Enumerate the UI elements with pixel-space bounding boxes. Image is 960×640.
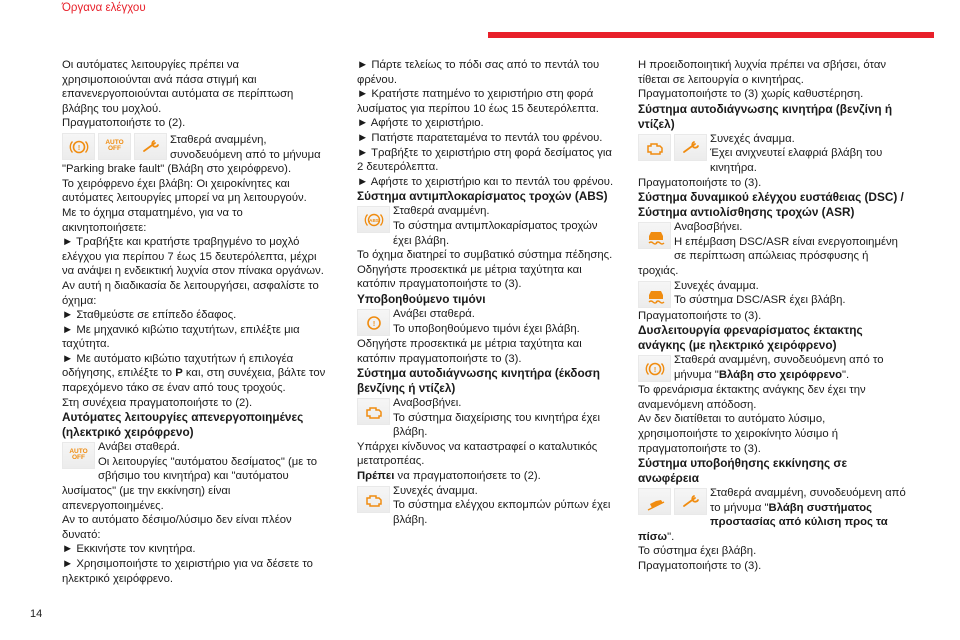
indicator-text: ". (667, 530, 675, 543)
engine-icon (638, 134, 671, 161)
paragraph: Αν αυτή η διαδικασία δε λειτουργήσει, ασφαλίστε το όχημα: (62, 279, 319, 307)
wrench-icon (134, 133, 167, 160)
indicator-description: Το σύστημα αντιμπλοκαρίσματος τροχών έχει βλάβη. (393, 219, 598, 247)
skidding-car-icon (638, 222, 671, 249)
wrench-icon (674, 134, 707, 161)
skidding-car-icon (638, 281, 671, 308)
paragraph: Πραγματοποιήστε το (3). (638, 560, 762, 573)
auto-label: AUTO (105, 138, 124, 146)
section-heading: Αυτόματες λειτουργίες απενεργοποιημένες (ηλεκτρικό χειρόφρενο) (62, 410, 304, 440)
section-heading: Σύστημα αντιμπλοκαρίσματος τροχών (ABS) (357, 189, 608, 204)
svg-text:!: ! (653, 367, 657, 375)
indicator-block (357, 484, 619, 528)
auto-label: AUTO (69, 448, 88, 456)
paragraph: Το χειρόφρενο έχει βλάβη: Οι χειροκίνητες και αυτόματες λειτουργίες μπορεί να μη λειτουργούν. (62, 177, 307, 205)
engine-icon (357, 398, 390, 425)
indicator-state: Συνεχές άναμμα. (393, 484, 478, 497)
section-heading: Σύστημα αυτοδιάγνωσης κινητήρα (βενζίνη ή ντίζελ) (638, 101, 893, 131)
off-label: OFF (108, 144, 121, 152)
indicator-text: Σταθερά αναμμένη, συνοδευόμενη από το μήνυμα " (674, 354, 884, 381)
svg-text:!: ! (372, 320, 376, 328)
bullet-item: ► Χρησιμοποιήστε το χειριστήριο για να δέσετε το ηλεκτρικό χειρόφρενο. (62, 558, 313, 585)
emphasis: Πρέπει (357, 470, 395, 483)
paragraph: Πραγματοποιήστε το (2). (62, 117, 186, 130)
paragraph: Το σύστημα έχει βλάβη. (638, 545, 757, 558)
bullet-text: ► Με αυτόματο κιβώτιο ταχυτήτων ή επιλογέα οδήγησης, επιλέξτε το (62, 352, 294, 380)
indicator-description: Οι λειτουργίες "αυτόματου δεσίματος" (με το σβήσιμο του κινητήρα) και "αυτόματου λυσίματος" (με την εκκίνηση) είναι απενεργοποιημένες. (62, 455, 318, 512)
paragraph (357, 469, 619, 484)
abs-icon (357, 206, 390, 233)
paragraph: Υπάρχει κίνδυνος να καταστραφεί ο καταλυτικός μετατροπέας. (357, 440, 598, 468)
indicator-row (62, 133, 328, 162)
indicator-state: Συνεχές άναμμα. (710, 132, 795, 145)
gear-p-label: P (175, 367, 183, 380)
wrench-icon (674, 488, 707, 515)
svg-text:ABS: ABS (369, 218, 379, 224)
indicator-state: Ανάβει σταθερά. (98, 441, 180, 454)
indicator-state: Ανάβει σταθερά. (393, 307, 475, 320)
paragraph: Οι αυτόματες λειτουργίες πρέπει να χρησιμοποιούνται ανά πάσα στιγμή και επανενεργοποιούνται αυτόματα σε περίπτωση βλάβης του μοχλού. (62, 59, 294, 115)
bullet-item: ► Με μηχανικό κιβώτιο ταχυτήτων, επιλέξτε μια ταχύτητα. (62, 323, 300, 351)
page-number: 14 (30, 608, 43, 620)
bullet-item: ► Αφήστε το χειριστήριο. (357, 117, 484, 130)
bullet-item: ► Εκκινήστε τον κινητήρα. (62, 543, 196, 556)
indicator-block (638, 132, 906, 176)
indicator-text: Σταθερά αναμμένη, συνοδευόμενη από το μήνυμα " (710, 487, 906, 514)
svg-text:!: ! (77, 144, 81, 152)
indicator-block (357, 204, 619, 248)
brake-warning-icon (638, 355, 671, 382)
indicator-block (62, 440, 328, 513)
paragraph: Στη συνέχεια πραγματοποιήστε το (2). (62, 396, 253, 409)
indicator-block (357, 396, 619, 440)
indicator-text: ". (842, 368, 850, 381)
indicator-block (638, 220, 906, 278)
paragraph: Οδηγήστε προσεκτικά με μέτρια ταχύτητα και κατόπιν πραγματοποιήστε το (3). (357, 337, 582, 365)
section-heading: Υποβοηθούμενο τιμόνι (357, 291, 486, 306)
bullet-item: ► Αφήστε το χειριστήριο και το πεντάλ του φρένου. (357, 175, 614, 188)
indicator-block (638, 486, 906, 544)
paragraph: Η προειδοποιητική λυχνία πρέπει να σβήσει, όταν τίθεται σε λειτουργία ο κινητήρας. (638, 59, 887, 86)
bullet-item: ► Πάρτε τελείως το πόδι σας από το πεντάλ του φρένου. (357, 59, 600, 86)
indicator-description: Έχει ανιχνευτεί ελαφριά βλάβη του κινητήρα. (710, 147, 883, 174)
indicator-state: Αναβοσβήνει. (674, 221, 743, 234)
indicator-block (357, 307, 619, 336)
indicator-state: Σταθερά αναμμένη. (393, 205, 490, 218)
section-heading: Σύστημα δυναμικού ελέγχου ευστάθειας (DSC) / Σύστημα αντιολίσθησης τροχών (ASR) (638, 190, 904, 220)
engine-icon (357, 486, 390, 513)
message-text: Βλάβη συστήματος προστασίας από κύλιση προς τα πίσω (638, 501, 888, 543)
bullet-text: και, στη συνέχεια, βάλτε τον παρεχόμενο τάκο σε έναν από τους τροχούς. (62, 367, 326, 395)
paragraph: Αν δεν διατίθεται το αυτόματο λύσιμο, χρησιμοποιήστε το χειροκίνητο λύσιμο ή πραγματοποιήστε το (3). (638, 413, 839, 455)
parking-brake-warning-icon (62, 133, 95, 160)
section-heading: Δυσλειτουργία φρεναρίσματος έκτακτης ανάγκης (με ηλεκτρικό χειρόφρενο) (638, 323, 863, 353)
paragraph: Πραγματοποιήστε το (3) χωρίς καθυστέρηση. (638, 88, 864, 101)
bullet-item: ► Κρατήστε πατημένο το χειριστήριο στη φορά λυσίματος για περίπου 10 έως 15 δευτερόλεπτα. (357, 88, 599, 115)
steering-wheel-warning-icon (357, 309, 390, 336)
bullet-item: ► Σταθμεύστε σε επίπεδο έδαφος. (62, 309, 237, 322)
paragraph: Πραγματοποιήστε το (3). (638, 309, 762, 322)
paragraph: Οδηγήστε προσεκτικά με μέτρια ταχύτητα και κατόπιν πραγματοποιήστε το (3). (357, 263, 582, 291)
indicator-block (638, 279, 906, 308)
bullet-item: ► Τραβήξτε το χειριστήριο στη φορά δεσίματος για 2 δευτερόλεπτα. (357, 146, 612, 174)
bullet-item: ► Τραβήξτε και κρατήστε τραβηγμένο το μοχλό ελέγχου για περίπου 7 έως 15 δευτερόλεπτα, μέχρι να ανάψει η ενδεικτική λυχνία στον πίνακα οργάνων. (62, 236, 324, 278)
indicator-description: Το σύστημα DSC/ASR έχει βλάβη. (674, 294, 846, 307)
off-label: OFF (72, 454, 85, 462)
indicator-description: Το υποβοηθούμενο τιμόνι έχει βλάβη. (393, 322, 580, 335)
column-2 (357, 58, 619, 527)
paragraph: Με το όχημα σταματημένο, για να το ακινητοποιήσετε: (62, 206, 243, 234)
column-3 (638, 58, 906, 574)
header-accent-bar (488, 32, 934, 38)
hill-start-car-icon (638, 488, 671, 515)
indicator-description: Η επέμβαση DSC/ASR είναι ενεργοποιημένη σε περίπτωση απώλειας πρόσφυσης ή τροχιάς. (638, 235, 898, 277)
bullet-item (62, 352, 328, 396)
message-text: Βλάβη στο χειρόφρενο (718, 368, 842, 381)
paragraph: Αν το αυτόματο δέσιμο/λύσιμο δεν είναι πλέον δυνατό: (62, 514, 292, 541)
paragraph: "Parking brake fault" (Βλάβη στο χειρόφρενο). (62, 163, 292, 176)
paragraph-text: να πραγματοποιήσετε το (2). (394, 470, 541, 483)
paragraph: Το όχημα διατηρεί το συμβατικό σύστημα πέδησης. (357, 249, 613, 262)
indicator-description: Το σύστημα ελέγχου εκπομπών ρύπων έχει βλάβη. (393, 499, 611, 526)
indicator-description (638, 353, 906, 382)
indicator-state: Αναβοσβήνει. (393, 397, 462, 410)
section-heading: Σύστημα αυτοδιάγνωσης κινητήρα (έκδοση βενζίνης ή ντίζελ) (357, 366, 600, 396)
indicator-state: Συνεχές άναμμα. (674, 279, 759, 292)
bullet-item: ► Πατήστε παρατεταμένα το πεντάλ του φρένου. (357, 131, 603, 144)
indicator-description: Το σύστημα διαχείρισης του κινητήρα έχει βλάβη. (393, 411, 601, 439)
indicator-block (638, 353, 906, 382)
column-1 (62, 58, 328, 586)
paragraph: Πραγματοποιήστε το (3). (638, 176, 762, 189)
auto-off-icon (98, 133, 131, 160)
indicator-description: Σταθερά αναμμένη, συνοδευόμενη από το μήνυμα (170, 133, 321, 161)
section-title: Όργανα ελέγχου (62, 2, 146, 14)
section-heading: Σύστημα υποβοήθησης εκκίνησης σε ανωφέρεια (638, 456, 848, 486)
paragraph: Το φρενάρισμα έκτακτης ανάγκης δεν έχει την αναμενόμενη απόδοση. (638, 384, 866, 411)
auto-off-icon (62, 442, 95, 469)
